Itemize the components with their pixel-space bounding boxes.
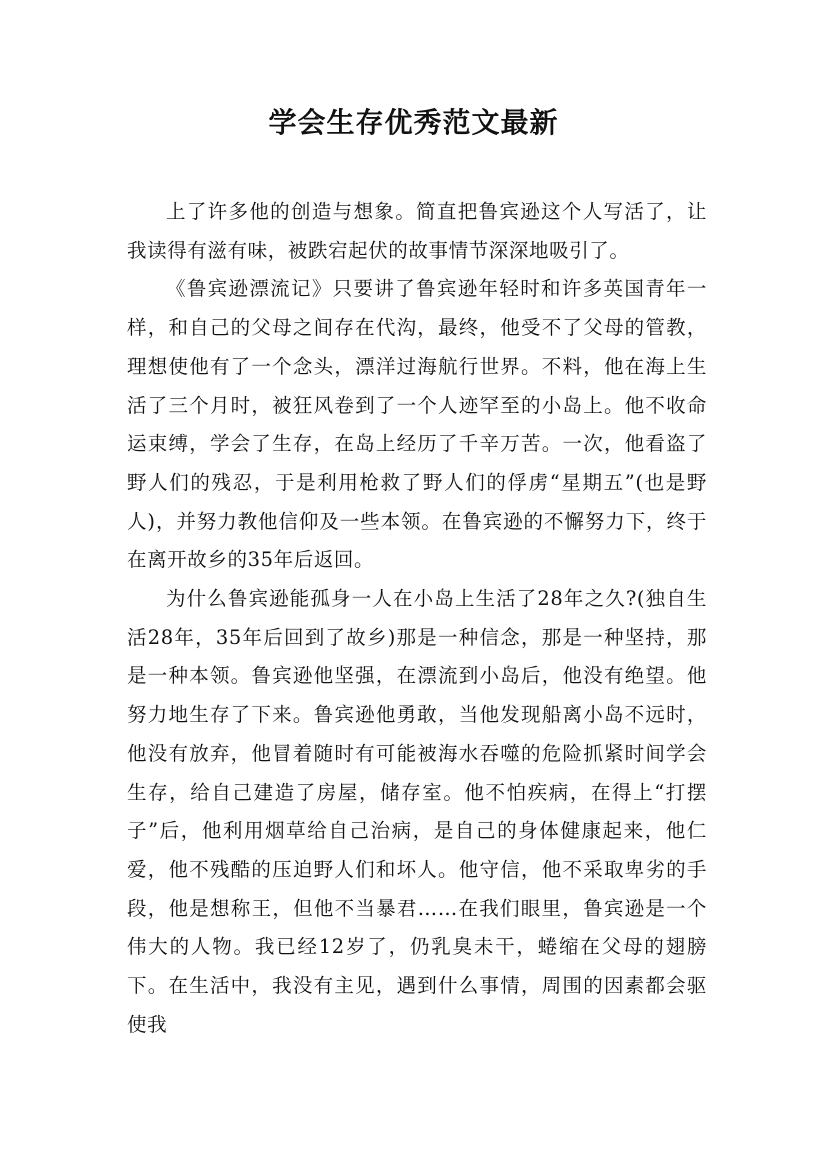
paragraph-2: 《鲁宾逊漂流记》只要讲了鲁宾逊年轻时和许多英国青年一样，和自己的父母之间存在代沟，最终，他受不了父母的管教，理想使他有了一个念头，漂洋过海航行世界。不料，他在海上生活了三个月时，被狂风卷到了一个人迹罕至的小岛上。他不收命运束缚，学会了生存，在岛上经历了千辛万苦。一次，他看盗了野人们的残忍，于是利用枪救了野人们的俘虏“星期五”(也是野人)，并努力教他信仰及一些本领。在鲁宾逊的不懈努力下，终于在离开故乡的35年后返回。 (127, 277, 707, 572)
paragraph-1: 上了许多他的创造与想象。简直把鲁宾逊这个人写活了，让我读得有滋有味，被跌宕起伏的故事情节深深地吸引了。 (127, 200, 707, 262)
document-title: 学会生存优秀范文最新 (268, 106, 559, 139)
document-body (127, 193, 707, 1044)
paragraph-3: 为什么鲁宾逊能孤身一人在小岛上生活了28年之久?(独自生活28年，35年后回到了故乡)那是一种信念，那是一种坚持，那是一种本领。鲁宾逊他坚强，在漂流到小岛后，他没有绝望。他努力地生存了下来。鲁宾逊他勇敢，当他发现船离小岛不远时，他没有放弃，他冒着随时有可能被海水吞噬的危险抓紧时间学会生存，给自己建造了房屋，储存室。他不怕疾病，在得上“打摆子”后，他利用烟草给自己治病，是自己的身体健康起来，他仁爱，他不残酷的压迫野人们和坏人。他守信，他不采取卑劣的手段，他是想称王，但他不当暴君……在我们眼里，鲁宾逊是一个伟大的人物。我已经12岁了，仍乳臭未干，蜷缩在父母的翅膀下。在生活中，我没有主见，遇到什么事情，周围的因素都会驱使我 (127, 587, 707, 1036)
